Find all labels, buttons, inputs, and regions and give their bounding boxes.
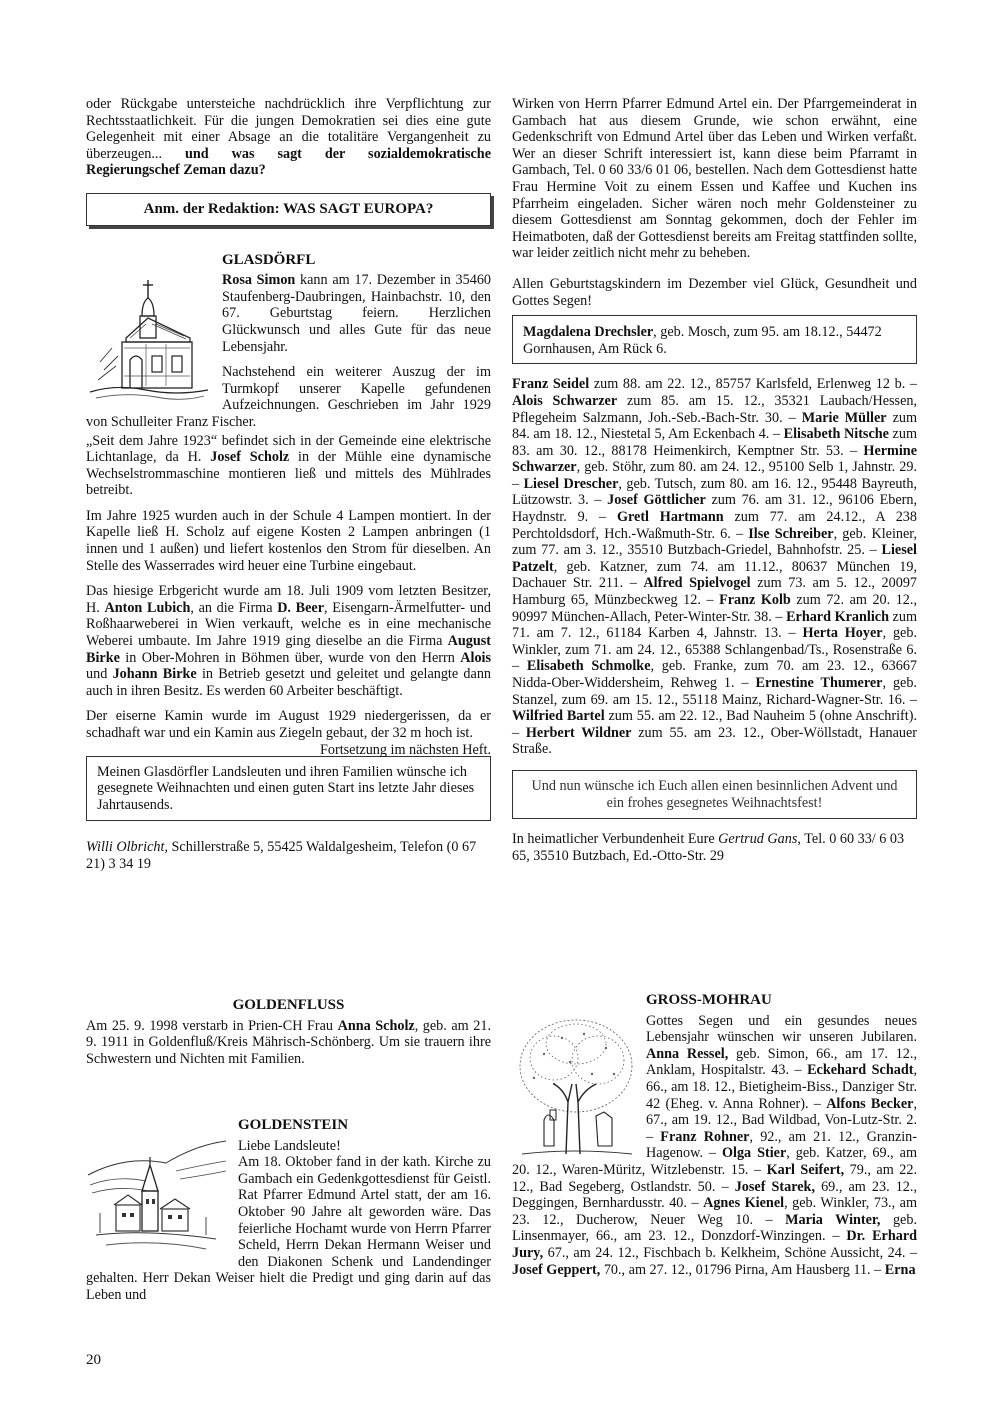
jubilee-entry-name: Josef Geppert, bbox=[512, 1261, 601, 1278]
jubilee-entry-name: Karl Seifert, bbox=[766, 1161, 845, 1178]
jubilee-entry-details: , 66., am 18. 12., Bietigheim-Biss., Danziger Str. 42 (Eheg. v. Anna Rohner). – bbox=[646, 1062, 917, 1112]
intro-paragraph bbox=[86, 96, 491, 179]
name-anna-scholz: Anna Scholz bbox=[337, 1017, 415, 1034]
birthday-entry-name: Erhard Kranlich bbox=[786, 608, 889, 625]
jubilee-entry-details: , 92., am 21. 12., Granzin-Hagenow. – bbox=[646, 1128, 917, 1162]
birthday-entry-details: zum 55. am 23. 12., Ober-Wöllstadt, Hanauer Straße. bbox=[512, 724, 918, 758]
chapel-drawing-icon bbox=[86, 276, 212, 404]
jubilee-entry-details: 70., am 27. 12., 01796 Pirna, Am Hausberg 11. – bbox=[600, 1261, 885, 1278]
goldenfluss-heading: GOLDENFLUSS bbox=[232, 997, 345, 1013]
goldenfluss-section bbox=[86, 997, 491, 1076]
birthday-entry-details: zum 85. am 15. 12., 35321 Laubach/Hessen, Pflegeheim Salzmann, Joh.-Seb.-Bach-Str. 30. – bbox=[512, 392, 918, 426]
jubilee-entry-name: Franz Rohner bbox=[660, 1128, 750, 1145]
birthday-entry-name: Herbert Wildner bbox=[525, 724, 632, 741]
jubilee-entry-details: , 67., am 19. 12., Bad Wildbad, Von-Lutz-Str. 2. – bbox=[646, 1095, 917, 1145]
birthday-list bbox=[512, 376, 917, 758]
birthday-text: kann am 17. Dezember in 35460 Staufenberg-Daubringen, Hainbachstr. 10, den 67. Geburtstag feiern. Herzlichen Glückwunsch und alles Gute für das neue Lebensjahr. bbox=[222, 272, 492, 355]
birthday-entry-details: zum 83. am 30. 12., 88178 Heimenkirch, Kemptner Str. 53. – bbox=[512, 426, 917, 459]
jubilee-entry-name: Erna bbox=[884, 1261, 916, 1278]
jubilee-entry-details: 69., am 23. 12., Deggingen, Bernhardusstr. 40. – bbox=[512, 1178, 917, 1212]
birthday-entry-details: zum 72. am 20. 12., 90997 München-Allach, Peter-Winter-Str. 38. – bbox=[512, 592, 917, 625]
birthday-entry-name: Franz Seidel bbox=[512, 376, 590, 393]
signature-name: Gertrud Gans bbox=[718, 831, 798, 848]
name-josef-scholz: Josef Scholz bbox=[210, 449, 290, 466]
birthday-entry-name: Herta Hoyer bbox=[802, 625, 883, 642]
jubilee-entry-details: geb. Simon, 66., am 17. 12., Anklam, Hospitalstr. 43. – bbox=[646, 1045, 917, 1079]
text-fragment: und bbox=[86, 666, 108, 683]
name-august-birke: August Birke bbox=[86, 633, 492, 666]
grossmohrau-heading: GROSS-MOHRAU bbox=[646, 992, 772, 1008]
birthday-entry-name: Franz Kolb bbox=[719, 592, 791, 609]
oldest-birthday-box bbox=[512, 315, 917, 364]
glasdoerfl-paragraph-4: Im Jahre 1925 wurden auch in der Schule 4 Lampen montiert. In der Kapelle ließ H. Scholz auf eigene Kosten 2 Lampen anbringen (1 innen und 1 außen) und liefert kostenlos den Strom für dieselben. An Stelle des Wasserrades wird heuer eine Turbine eingebaut. bbox=[86, 507, 491, 574]
greeting-text: Meinen Glasdörfler Landsleuten und ihren Familien wünsche ich gesegnete Weihnachten und einen guten Start ins letzte Jahr dieses Jahrtausends. bbox=[97, 763, 475, 813]
birthday-entry-name: Josef Göttlicher bbox=[607, 492, 706, 509]
jubilee-entry-details: 67., am 24. 12., Fischbach b. Kelkheim, Schöne Aussicht, 24. – bbox=[543, 1244, 917, 1261]
birthday-entry-name: Liesel Patzelt bbox=[512, 542, 917, 575]
birthday-entry-details: zum 76. am 31. 12., 96106 Ebern, Haydnstr. 9. – bbox=[512, 492, 917, 526]
jubilee-entry-details: 79., am 22. 12., Bad Segeberg, Ostlandstr. 50. – bbox=[512, 1161, 917, 1195]
birthday-entry-details: zum 77. am 24.12., A 238 Perchtoldsdorf, Hch.-Waßmuth-Str. 6. – bbox=[512, 509, 917, 542]
birthday-entry-name: Gretl Hartmann bbox=[616, 509, 724, 526]
text-fragment: in Ober-Mohren in Böhmen über, wurde von den Herrn bbox=[125, 649, 455, 666]
jubilee-entry-details: geb. Linsenmayer, 66., am 23. 12., Donzdorf-Winzingen. – bbox=[512, 1211, 917, 1245]
village-drawing-icon bbox=[86, 1135, 228, 1255]
goldenstein-illustration bbox=[86, 1135, 228, 1255]
jubilee-entry-name: Alfons Becker bbox=[826, 1095, 914, 1112]
birthday-entry-name: Elisabeth Nitsche bbox=[783, 426, 889, 443]
birthday-entry-name: Alfred Spielvogel bbox=[643, 575, 751, 592]
birthday-entry-name: Hermine Schwarzer bbox=[512, 442, 917, 476]
tree-drawing-icon bbox=[514, 1014, 638, 1156]
name-magdalena-drechsler: Magdalena Drechsler bbox=[523, 324, 654, 341]
goldenfluss-text bbox=[86, 1018, 491, 1068]
birthday-entry-details: zum 73. am 5. 12., 20097 Hamburg 65, Münzbeckweg 12. – bbox=[512, 575, 918, 609]
grossmohrau-section bbox=[512, 992, 917, 1287]
birthday-entry-details: , geb. Stanzel, zum 69. am 15. 12., 55118 Mainz, Richard-Wagner-Str. 16. – bbox=[512, 675, 917, 708]
editor-note: Anm. der Redaktion: WAS SAGT EUROPA? bbox=[143, 200, 434, 217]
jubilee-entry-name: Olga Stier bbox=[721, 1145, 787, 1162]
intro-text: oder Rückgabe untersteiche nachdrücklich ihre Verpflichtung zur Rechtsstaatlichkeit. Für die jungen Demokratien sei dies eine gute Gelegenheit mit einer Absage an die totalitäre Vergangenheit zu überzeugen... bbox=[86, 96, 491, 162]
goldenstein-continued-text: Wirken von Herrn Pfarrer Edmund Artel ein. Der Pfarrgemeinderat in Gambach hat aus diesem Grunde, wie schon erwähnt, eine Gedenkschrift von Edmund Artel über das Leben und Wirken verfaßt. Wer an dieser Schrift interessiert ist, kann diese beim Pfarramt in Gambach, Tel. 0 60 33/6 01 06, bestellen. Nach dem Gottesdienst hatte Frau Hermine Voit zu einem Essen und Kaffee und Kuchen ins Pfarrheim eingeladen. Sicher wären noch mehr Goldensteiner zu diesem Gottesdienst am Sonntag gekommen, doch der Fehler im Heimatboten, daß der Gottesdienst bereits am Freitag stattfinden sollte, war leider zeitlich nicht mehr zu beheben. bbox=[512, 96, 917, 262]
text-fragment: , Eisengarn-Ärmelfutter- und Roßhaarweberei in Wien verkauft, welche es in eine mechanische Weberei umbaute. Im Jahre 1919 ging dieselbe an die Firma bbox=[86, 599, 492, 650]
signature-name: Willi Olbricht bbox=[86, 839, 165, 856]
advent-greeting-text: Und nun wünsche ich Euch allen einen besinnlichen Advent und ein frohes gesegnetes Weihnachtsfest! bbox=[531, 777, 898, 811]
birthday-entry-name: Alois Schwarzer bbox=[512, 392, 618, 409]
jubilee-entry-name: Eckehard Schadt bbox=[807, 1062, 914, 1079]
text-fragment: „Seit dem Jahre 1923“ befindet sich in der Gemeinde eine elektrische Lichtanlage, da H. bbox=[86, 432, 491, 466]
signature-prefix: In heimatlicher Verbundenheit Eure bbox=[512, 831, 715, 848]
birthday-entry-details: , geb. Stöhr, zum 80. am 24. 12., 95100 Selb 1, Jahnstr. 29. – bbox=[512, 459, 917, 492]
continued-note: Fortsetzung im nächsten Heft. bbox=[320, 741, 491, 758]
intro-bold-text: und was sagt der sozialdemokratische Regierungschef Zeman dazu? bbox=[86, 145, 491, 179]
birthday-entry-details: , geb. Kleiner, zum 77. am 3. 12., 35510 Butzbach-Griedel, Bahnhofstr. 25. – bbox=[512, 525, 918, 559]
signature-address: , Schillerstraße 5, 55425 Waldalgesheim, Telefon (0 67 21) 3 34 19 bbox=[86, 839, 477, 872]
signature-contact: , Tel. 0 60 33/ 6 03 65, 35510 Butzbach, Ed.-Otto-Str. 29 bbox=[512, 831, 905, 864]
birthday-name: Rosa Simon bbox=[222, 272, 296, 289]
tree-illustration bbox=[514, 1014, 638, 1156]
glasdoerfl-signature bbox=[86, 839, 491, 872]
chapel-illustration bbox=[86, 276, 212, 404]
goldenstein-section bbox=[86, 1117, 491, 1313]
jubilee-entry-name: Josef Starek, bbox=[734, 1178, 815, 1195]
goldenstein-text: Am 18. Oktober fand in der kath. Kirche zu Gambach ein Gedenkgottesdienst für Geistl. Rat Pfarrer Edmund Artel statt, der am 16. Oktober 90 Jahre alt geworden wäre. Das feierliche Hochamt wurde von Herrn Pfarrer Scheld, Herrn Dekan Hermann Weiser und den Diakonen Schenk und Landendinger gehalten. Herr Dekan Weiser hielt die Predigt und ging darin auf das Leben und bbox=[86, 1154, 491, 1303]
box-birthday-text: , geb. Mosch, zum 95. am 18.12., 54472 Gornhausen, Am Rück 6. bbox=[523, 324, 882, 357]
text-fragment: Das hiesige Erbgericht wurde am 18. Juli 1909 vom letzten Besitzer, H. bbox=[86, 583, 491, 616]
glasdoerfl-heading: GLASDÖRFL bbox=[222, 251, 316, 268]
glasdoerfl-section bbox=[86, 252, 491, 873]
goldenstein-greeting: Liebe Landsleute! bbox=[238, 1137, 341, 1154]
birthday-entry-details: zum 84. am 18. 12., Niestetal 5, Am Eckenbach 4. – bbox=[512, 409, 917, 443]
birthday-entry-details: zum 55. am 22. 12., Bad Nauheim 5 (ohne Anschrift). – bbox=[512, 708, 917, 741]
glasdoerfl-paragraph-6 bbox=[86, 708, 491, 758]
birthday-entry-details: , geb. Franke, zum 70. am 23. 12., 63667 Nidda-Ober-Widdersheim, Rehweg 1. – bbox=[512, 658, 918, 691]
text-fragment: , an die Firma bbox=[190, 599, 273, 616]
birthday-entry-details: zum 71. am 7. 12., 61184 Karben 4, Jahnstr. 13. – bbox=[512, 608, 917, 642]
text-fragment: Am 25. 9. 1998 verstarb in Prien-CH Frau bbox=[86, 1017, 334, 1034]
advent-greeting-box bbox=[512, 770, 917, 819]
name-d-beer: D. Beer bbox=[277, 599, 324, 616]
jubilee-entry-details: , geb. Katzer, 69., am 20. 12., Waren-Müritz, Witzlebenstr. 15. – bbox=[512, 1145, 917, 1178]
text-fragment: in der Mühle eine dynamische Wechselstrommaschine montieren ließ und mittels des Mühlrades betreibt. bbox=[86, 449, 491, 499]
birthday-entry-details: , geb. Katzner, zum 74. am 11.12., 80637 München 19, Dachauer Str. 211. – bbox=[512, 558, 917, 592]
birthday-entry-name: Marie Müller bbox=[801, 409, 887, 426]
text-fragment: , geb. am 21. 9. 1911 in Goldenfluß/Kreis Mährisch-Schönberg. Um sie trauern ihre Schwestern und Nichten mit Familien. bbox=[86, 1017, 491, 1067]
name-johann-birke: Johann Birke bbox=[112, 666, 197, 683]
jubilee-entry-name: Maria Winter, bbox=[785, 1211, 881, 1228]
right-column bbox=[512, 96, 917, 873]
jubilee-entry-details: , geb. Winkler, 73., am 23. 12., Ducherow, Neuer Weg 10. – bbox=[512, 1195, 917, 1228]
birthday-entry-name: Wilfried Bartel bbox=[512, 708, 605, 725]
glasdoerfl-greeting-box bbox=[86, 756, 491, 822]
right-signature bbox=[512, 831, 917, 864]
goldenstein-heading: GOLDENSTEIN bbox=[238, 1117, 349, 1133]
jubilee-entry-name: Anna Ressel, bbox=[646, 1045, 729, 1062]
birthday-entry-name: Ernestine Thumerer bbox=[755, 675, 883, 691]
birthday-entry-name: Elisabeth Schmolke bbox=[526, 658, 651, 675]
birthday-entry-details: , geb. Winkler, zum 71. am 24. 12., 65388 Schlangenbad/Ts., Rosenstraße 6. – bbox=[512, 625, 917, 675]
left-column bbox=[86, 96, 491, 882]
glasdoerfl-paragraph-5 bbox=[86, 583, 491, 699]
text-fragment: in Betrieb gesetzt und geleitet und gelangte dann auch in ihren Besitz. Es werden 60 Arbeiter beschäftigt. bbox=[86, 666, 492, 699]
birthday-entry-name: Ilse Schreiber bbox=[748, 525, 834, 542]
grossmohrau-intro: Gottes Segen und ein gesundes neues Lebensjahr wünschen wir unseren Jubilaren. bbox=[646, 1012, 917, 1046]
glasdoerfl-paragraph-3 bbox=[86, 433, 491, 499]
page-number: 20 bbox=[86, 1352, 101, 1368]
name-anton-lubich: Anton Lubich bbox=[104, 599, 191, 616]
birthday-entry-details: zum 88. am 22. 12., 85757 Karlsfeld, Erlenweg 12 b. – bbox=[589, 376, 917, 393]
jubilee-entry-name: Dr. Erhard Jury, bbox=[512, 1228, 918, 1261]
birthday-entry-details: , geb. Tutsch, zum 80. am 16. 12., 95448 Bayreuth, Lützowstr. 3. – bbox=[512, 475, 918, 509]
text-fragment: Der eiserne Kamin wurde im August 1929 niedergerissen, da er schadhaft war und ein Kamin aus Ziegeln gebaut, der 32 m hoch ist. bbox=[86, 708, 491, 741]
glasdoerfl-paragraph-2: Nachstehend ein weiterer Auszug der im Turmkopf unserer Kapelle gefundenen Aufzeichnungen. Geschrieben im Jahr 1929 von Schulleiter Franz Fischer. bbox=[86, 364, 491, 430]
birthday-wishes: Allen Geburtstagskindern im Dezember viel Glück, Gesundheit und Gottes Segen! bbox=[512, 275, 917, 309]
jubilee-entry-name: Agnes Kienel bbox=[703, 1195, 785, 1212]
editor-note-box bbox=[86, 193, 491, 226]
birthday-entry-name: Liesel Drescher bbox=[523, 475, 619, 492]
name-alois: Alois bbox=[460, 649, 492, 666]
